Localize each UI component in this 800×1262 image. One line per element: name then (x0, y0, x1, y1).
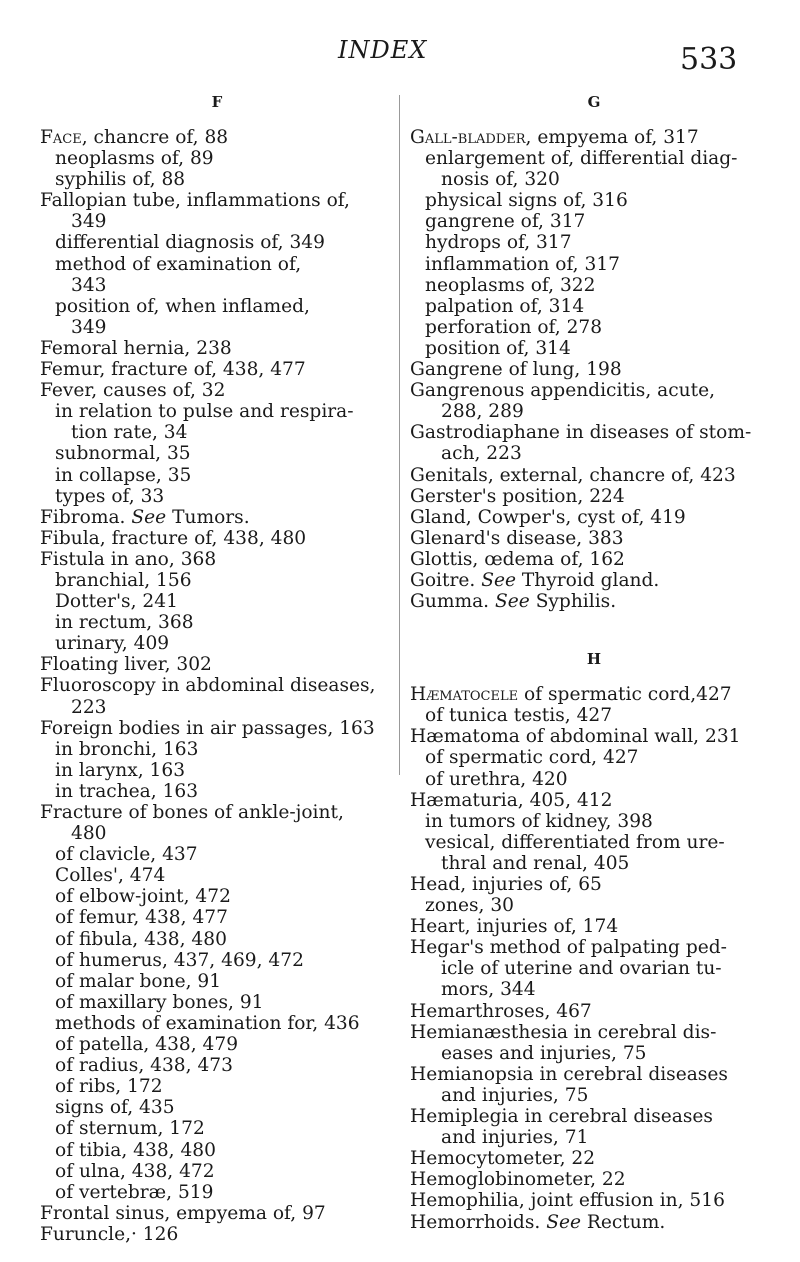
entry-headword: Hæmatocele (410, 684, 519, 706)
index-entry (40, 127, 394, 148)
index-subentry: of ribs, 172 (55, 1076, 163, 1098)
index-subentry: of malar bone, 91 (55, 970, 222, 992)
index-entry: Gangrenous appendicitis, acute, (410, 380, 716, 402)
entry-text: , chancre of, 88 (81, 127, 229, 148)
see-reference: See (495, 591, 530, 613)
index-subentry: 349 (71, 211, 107, 233)
index-entry: Femoral hernia, 238 (40, 337, 232, 359)
index-subentry: syphilis of, 88 (55, 169, 186, 191)
index-subentry: enlargement of, differential diag- (425, 148, 738, 170)
index-subentry: nosis of, 320 (441, 169, 560, 191)
index-subentry: of femur, 438, 477 (55, 907, 228, 929)
index-subentry: and injuries, 71 (441, 1127, 589, 1149)
index-entry: Hæmaturia, 405, 412 (410, 789, 613, 811)
page-title: INDEX (338, 36, 428, 64)
index-subentry: of clavicle, 437 (55, 844, 198, 866)
index-list-h (410, 684, 778, 1232)
index-subentry: method of examination of, (55, 253, 302, 275)
index-subentry: icle of uterine and ovarian tu- (441, 958, 722, 980)
index-entry: Hemarthroses, 467 (410, 1000, 592, 1022)
index-subentry: of vertebræ, 519 (55, 1181, 214, 1203)
entry-text: Hemorrhoids. (410, 1211, 541, 1233)
see-reference: See (481, 569, 516, 591)
index-subentry: differential diagnosis of, 349 (55, 232, 325, 254)
index-entry: Head, injuries of, 65 (410, 874, 602, 895)
index-entry: Gerster's position, 224 (410, 485, 625, 507)
index-subentry: urinary, 409 (55, 633, 170, 655)
index-subentry: and injuries, 75 (441, 1084, 589, 1106)
index-entry: Hemianæsthesia in cerebral dis- (410, 1021, 717, 1043)
entry-headword: Gall-bladder (410, 127, 526, 148)
index-subentry: of sternum, 172 (55, 1118, 205, 1140)
index-subentry: neoplasms of, 322 (425, 274, 596, 296)
index-entry: Hemianopsia in cerebral diseases (410, 1063, 728, 1085)
index-entry: Frontal sinus, empyema of, 97 (40, 1202, 326, 1224)
index-subentry: of tunica testis, 427 (425, 705, 613, 727)
see-target: Syphilis. (535, 591, 617, 613)
entry-text: of spermatic cord,427 (518, 684, 732, 706)
entry-text: , empyema of, 317 (525, 127, 699, 148)
index-subentry: vesical, differentiated from ure- (425, 831, 725, 853)
index-subentry: hydrops of, 317 (425, 232, 572, 254)
entry-headword: Face (40, 127, 82, 148)
index-entry: Fracture of bones of ankle-joint, (40, 802, 344, 823)
index-entry (410, 591, 778, 612)
index-subentry: types of, 33 (55, 485, 165, 507)
index-entry: Hemophilia, joint effusion in, 516 (410, 1190, 725, 1212)
index-entry: Furuncle,· 126 (40, 1223, 179, 1245)
index-subentry: in relation to pulse and respira- (55, 401, 354, 423)
index-subentry: physical signs of, 316 (425, 190, 628, 212)
index-entry: Fibula, fracture of, 438, 480 (40, 527, 307, 549)
index-subentry: thral and renal, 405 (441, 852, 630, 874)
index-subentry: tion rate, 34 (71, 422, 188, 444)
index-entry: Glenard's disease, 383 (410, 527, 624, 549)
column-divider (399, 95, 400, 775)
see-target: Thyroid gland. (521, 569, 660, 591)
index-entry: Hemiplegia in cerebral diseases (410, 1106, 713, 1128)
index-subentry: gangrene of, 317 (425, 211, 586, 233)
see-target: Rectum. (586, 1211, 666, 1233)
index-entry (410, 1212, 778, 1233)
index-subentry: eases and injuries, 75 (441, 1042, 647, 1064)
index-subentry: Colles', 474 (55, 865, 166, 887)
index-subentry: Dotter's, 241 (55, 591, 178, 613)
index-subentry: neoplasms of, 89 (55, 148, 214, 170)
entry-text: Gumma. (410, 591, 490, 613)
see-reference: See (546, 1211, 581, 1233)
index-entry: Fistula in ano, 368 (40, 548, 217, 570)
index-subentry: in collapse, 35 (55, 464, 192, 486)
index-subentry: methods of examination for, 436 (55, 1012, 360, 1034)
index-subentry: in tumors of kidney, 398 (425, 810, 653, 832)
index-subentry: position of, when inflamed, (55, 295, 310, 317)
index-subentry: 223 (71, 696, 107, 718)
index-subentry: position of, 314 (425, 337, 571, 359)
index-column-right (410, 90, 778, 1233)
index-list-f (40, 127, 394, 1245)
index-subentry: 349 (71, 316, 107, 338)
index-subentry: perforation of, 278 (425, 316, 603, 338)
running-header (0, 32, 800, 82)
index-entry (40, 507, 394, 528)
section-letter-h: H (586, 650, 602, 669)
index-subentry: palpation of, 314 (425, 295, 585, 317)
index-entry: Hemocytometer, 22 (410, 1148, 596, 1170)
index-entry: Foreign bodies in air passages, 163 (40, 717, 375, 739)
section-letter-f: F (211, 93, 223, 111)
index-subentry: of patella, 438, 479 (55, 1034, 239, 1056)
index-subentry: inflammation of, 317 (425, 253, 620, 275)
index-entry (410, 684, 778, 705)
index-subentry: of radius, 438, 473 (55, 1055, 233, 1077)
index-subentry: of elbow-joint, 472 (55, 886, 231, 908)
index-list-g (410, 127, 778, 612)
index-subentry: in bronchi, 163 (55, 738, 199, 760)
see-target: Tumors. (172, 506, 250, 528)
index-entry: Femur, fracture of, 438, 477 (40, 359, 306, 381)
index-entry: Genitals, external, chancre of, 423 (410, 464, 736, 486)
index-subentry: in larynx, 163 (55, 759, 186, 781)
see-reference: See (131, 506, 167, 528)
index-entry: Glottis, œdema of, 162 (410, 548, 625, 570)
index-subentry: of maxillary bones, 91 (55, 991, 264, 1013)
index-subentry: 288, 289 (441, 401, 524, 423)
index-entry: Fallopian tube, inflammations of, (40, 190, 350, 212)
index-subentry: 343 (71, 274, 107, 296)
index-entry: Gland, Cowper's, cyst of, 419 (410, 506, 686, 528)
index-entry: Fever, causes of, 32 (40, 380, 226, 402)
index-entry: Gangrene of lung, 198 (410, 359, 622, 381)
index-subentry: subnormal, 35 (55, 443, 191, 465)
index-subentry: of ulna, 438, 472 (55, 1160, 215, 1182)
index-subentry: 480 (71, 823, 107, 845)
index-subentry: of fibula, 438, 480 (55, 928, 227, 950)
index-subentry: zones, 30 (425, 895, 514, 917)
index-subentry: ach, 223 (441, 443, 522, 465)
index-entry: Hegar's method of palpating ped- (410, 937, 727, 959)
index-entry: Gastrodiaphane in diseases of stom- (410, 422, 752, 444)
index-entry: Fluoroscopy in abdominal diseases, (40, 675, 376, 697)
index-column-left (40, 90, 394, 1245)
index-entry: Heart, injuries of, 174 (410, 916, 619, 938)
entry-text: Fibroma. (40, 506, 126, 528)
section-letter-g: G (587, 93, 601, 111)
index-subentry: in rectum, 368 (55, 612, 194, 634)
index-entry: Floating liver, 302 (40, 654, 212, 676)
index-subentry: of humerus, 437, 469, 472 (55, 949, 304, 971)
index-subentry: in trachea, 163 (55, 780, 199, 802)
index-subentry: branchial, 156 (55, 569, 192, 591)
index-entry (410, 570, 778, 591)
index-entry (410, 127, 778, 148)
index-subentry: signs of, 435 (55, 1097, 175, 1119)
page-number: 533 (680, 42, 738, 77)
index-subentry: mors, 344 (441, 979, 536, 1001)
index-subentry: of urethra, 420 (425, 768, 568, 790)
index-entry: Hæmatoma of abdominal wall, 231 (410, 726, 741, 748)
index-entry: Hemoglobinometer, 22 (410, 1169, 626, 1191)
entry-text: Goitre. (410, 569, 476, 591)
index-subentry: of tibia, 438, 480 (55, 1139, 216, 1161)
index-subentry: of spermatic cord, 427 (425, 747, 639, 769)
